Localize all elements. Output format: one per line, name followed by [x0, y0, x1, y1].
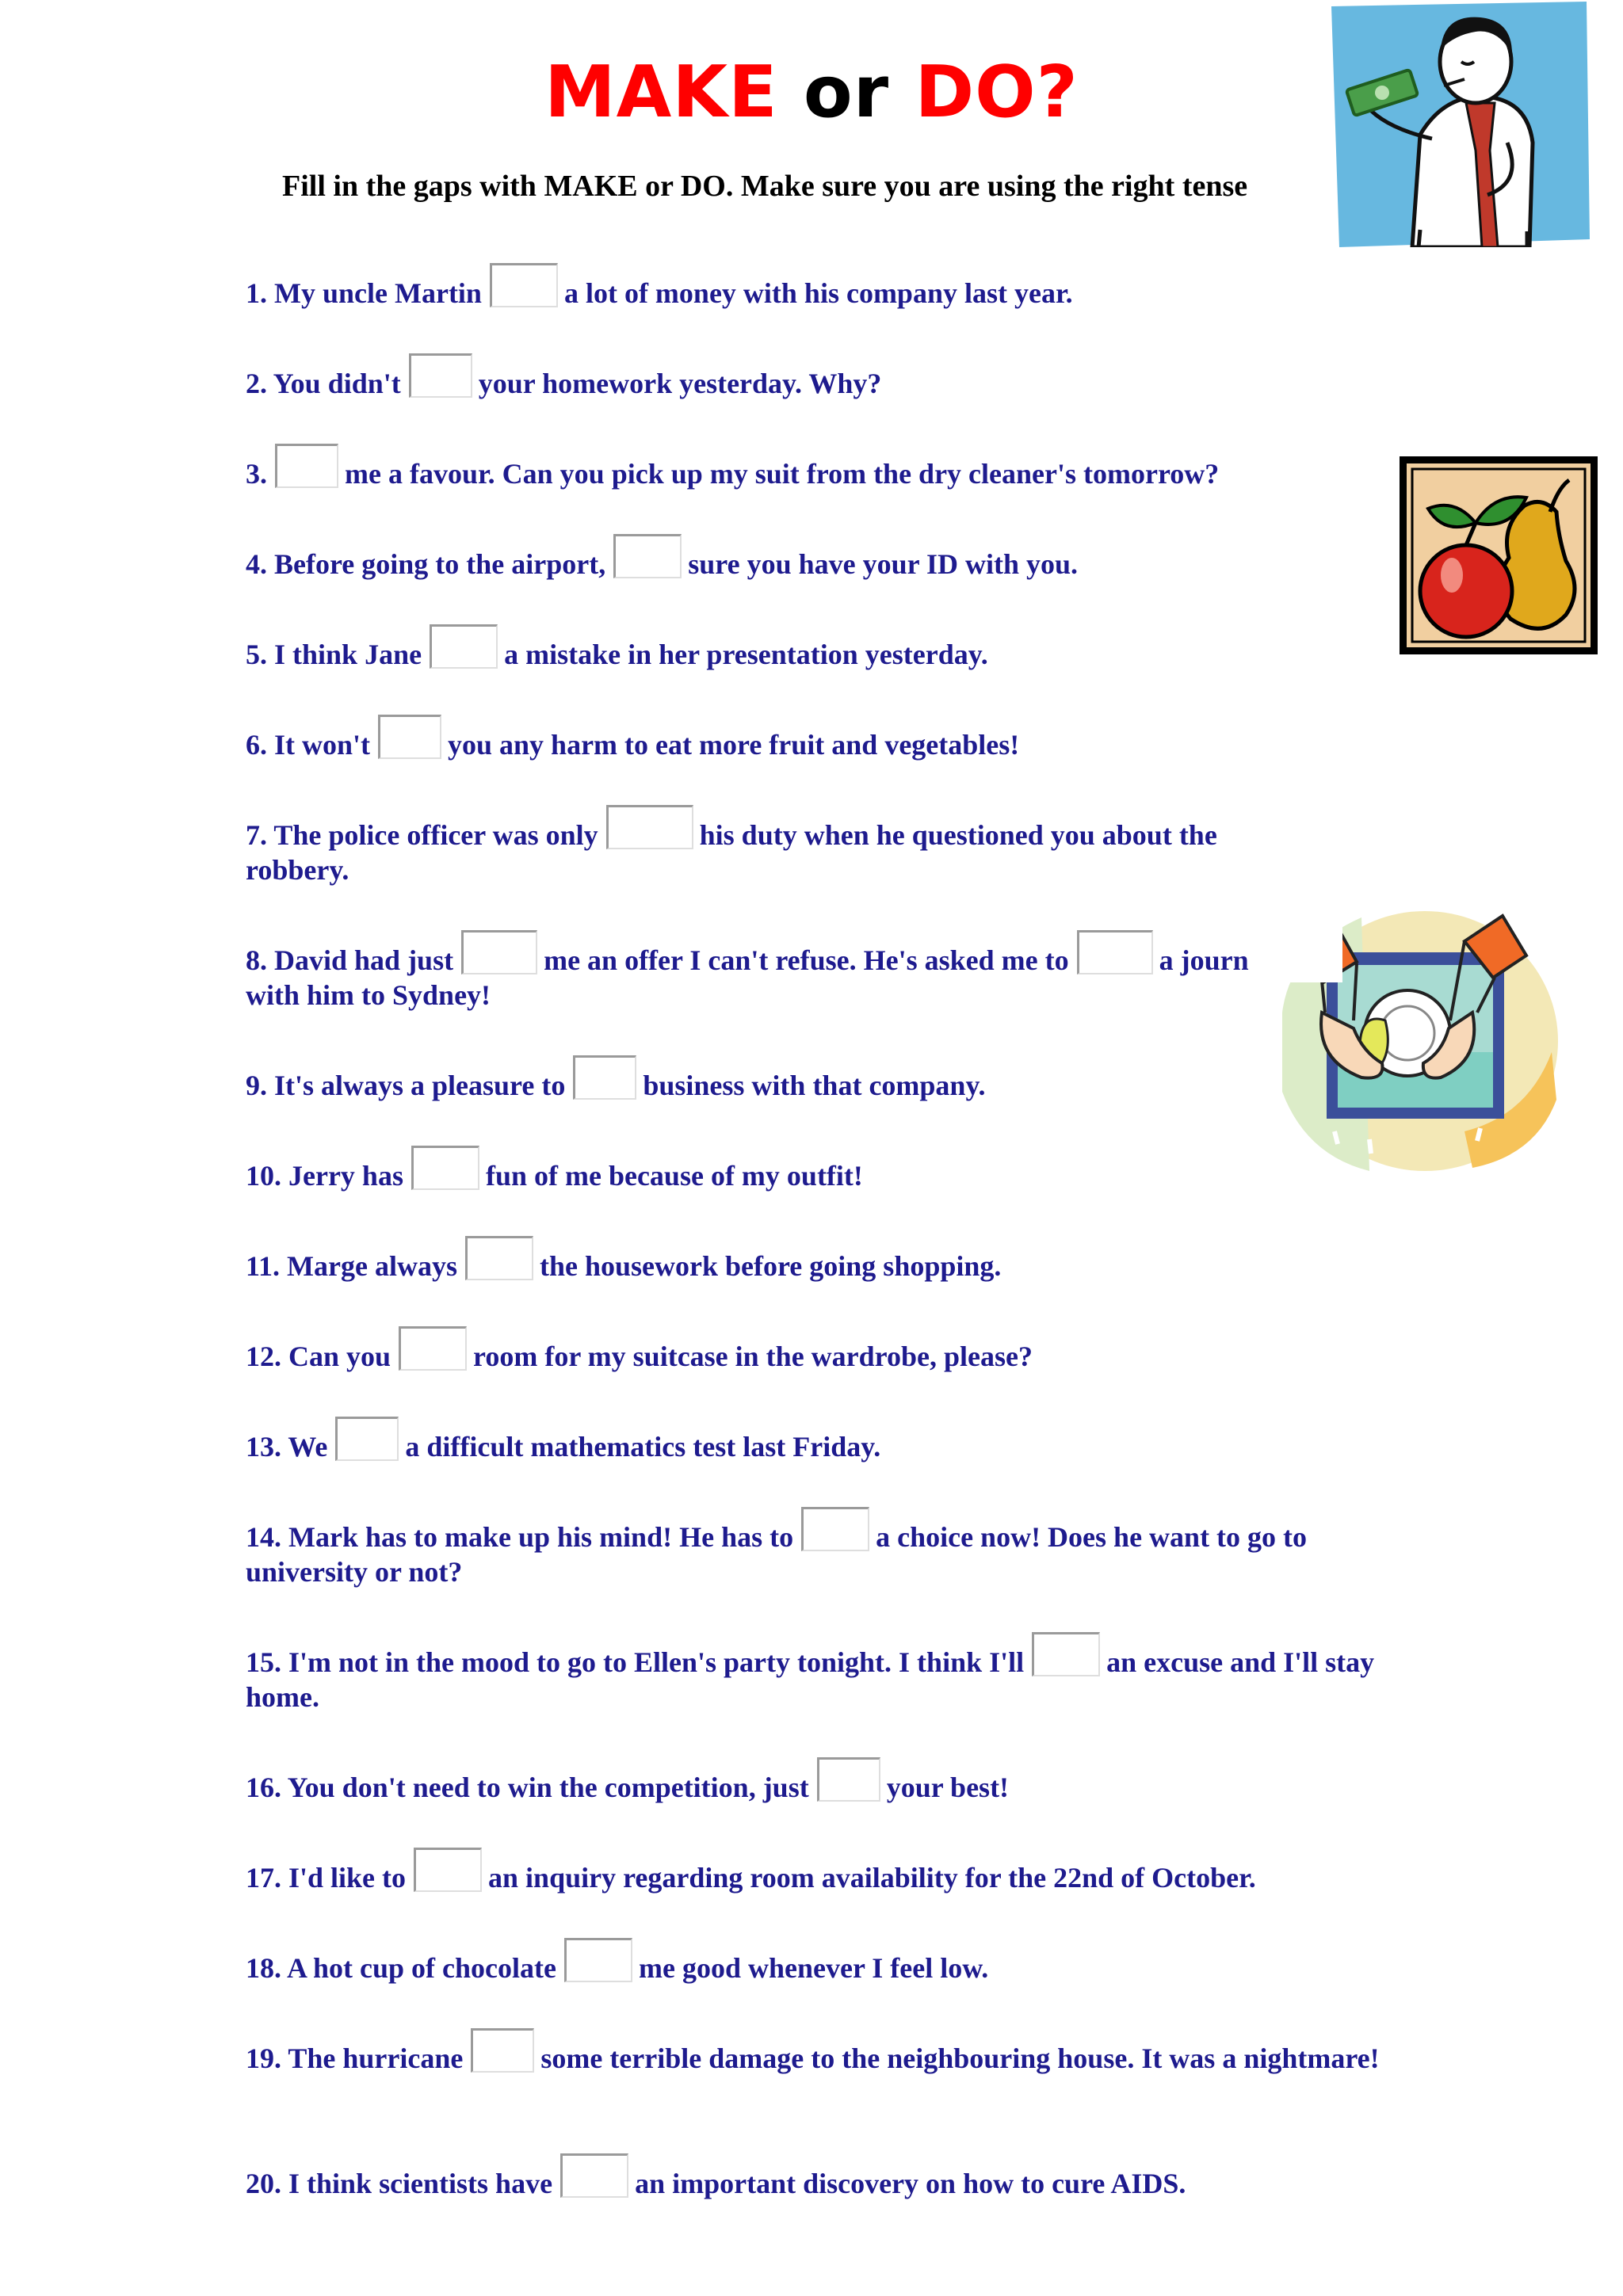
question-text-before: 14. Mark has to make up his mind! He has to — [246, 1521, 794, 1553]
apple-and-pear-icon — [1400, 456, 1598, 654]
question-text-before: 18. A hot cup of chocolate — [246, 1952, 556, 1984]
question-text-before: 11. Marge always — [246, 1250, 457, 1282]
question-text-after: fun of me because of my outfit! — [485, 1160, 863, 1192]
answer-gap-12[interactable] — [399, 1326, 467, 1371]
question-17 — [246, 1848, 1387, 1895]
question-text-before: 15. I'm not in the mood to go to Ellen's party tonight. I think I'll — [246, 1646, 1025, 1678]
question-text-before: 12. Can you — [246, 1341, 391, 1372]
question-text-before: 17. I'd like to — [246, 1862, 407, 1894]
question-4 — [246, 534, 1387, 582]
question-text-before: 7. The police officer was only — [246, 819, 598, 851]
question-1 — [246, 263, 1387, 311]
answer-gap-10[interactable] — [411, 1146, 479, 1190]
answer-gap-5[interactable] — [430, 624, 498, 669]
question-text-before: 16. You don't need to win the competition, just — [246, 1772, 809, 1803]
question-text-before: 3. — [246, 458, 267, 490]
question-text-after: room for my suitcase in the wardrobe, please? — [473, 1341, 1033, 1372]
title-make: MAKE — [544, 51, 778, 134]
answer-gap-3[interactable] — [275, 444, 338, 488]
question-text-before: 2. You didn't — [246, 368, 401, 399]
question-text-after: the housework before going shopping. — [539, 1250, 1002, 1282]
question-7 — [246, 805, 1276, 887]
answer-gap-4[interactable] — [613, 534, 682, 578]
question-11 — [246, 1236, 1387, 1283]
question-text-after: me a favour. Can you pick up my suit from the dry cleaner's tomorrow? — [345, 458, 1220, 490]
answer-gap-7[interactable] — [606, 805, 693, 849]
question-16 — [246, 1757, 1387, 1805]
question-text-after: a lot of money with his company last year. — [563, 277, 1073, 309]
question-8 — [246, 930, 1387, 1013]
businessman-eating-money-icon — [1325, 0, 1591, 247]
question-text-after: a choice now! Does he want to go to university or not? — [246, 1521, 1308, 1588]
question-text-before: 19. The hurricane — [246, 2042, 464, 2074]
instructions: Fill in the gaps with MAKE or DO. Make sure you are using the right tense — [282, 170, 1248, 203]
question-6 — [246, 715, 1387, 762]
answer-gap-9[interactable] — [573, 1055, 636, 1100]
question-3 — [246, 444, 1387, 491]
answer-gap-17[interactable] — [414, 1848, 482, 1892]
question-10 — [246, 1146, 1387, 1193]
question-text-after: your best! — [886, 1772, 1010, 1803]
title-do: DO? — [915, 51, 1079, 134]
question-text-after: a difficult mathematics test last Friday. — [405, 1431, 881, 1463]
question-text-before: 8. David had just — [246, 944, 454, 976]
question-15 — [246, 1632, 1387, 1714]
question-text-after: his duty when he questioned you about the robbery. — [246, 819, 1217, 886]
question-text-before: 1. My uncle Martin — [246, 277, 482, 309]
question-text-before: 5. I think Jane — [246, 639, 422, 670]
answer-gap-11[interactable] — [465, 1236, 533, 1280]
question-2 — [246, 353, 1387, 401]
question-text-before: 9. It's always a pleasure to — [246, 1070, 566, 1101]
question-text-after: me good whenever I feel low. — [639, 1952, 989, 1984]
question-text-after: a mistake in her presentation yesterday. — [504, 639, 988, 670]
question-text-before: 20. I think scientists have — [246, 2168, 553, 2199]
question-text-after: an inquiry regarding room availability for the 22nd of October. — [488, 1862, 1256, 1894]
question-text-before: 13. We — [246, 1431, 328, 1463]
question-text-after: business with that company. — [643, 1070, 986, 1101]
answer-gap-8a[interactable] — [461, 930, 537, 974]
title-or: or — [803, 51, 890, 134]
answer-gap-15[interactable] — [1032, 1632, 1100, 1676]
question-text-after: an important discovery on how to cure AIDS. — [635, 2168, 1186, 2199]
question-9 — [246, 1055, 1387, 1103]
answer-gap-16[interactable] — [817, 1757, 880, 1802]
question-18 — [246, 1938, 1387, 1985]
answer-gap-20[interactable] — [560, 2153, 628, 2198]
answer-gap-18[interactable] — [564, 1938, 632, 1982]
question-text-after-line2: with him to Sydney! — [246, 979, 491, 1011]
question-text-before: 6. It won't — [246, 729, 371, 761]
question-text-after: sure you have your ID with you. — [688, 548, 1079, 580]
answer-gap-13[interactable] — [335, 1417, 399, 1461]
question-text-before: 10. Jerry has — [246, 1160, 403, 1192]
answer-gap-14[interactable] — [801, 1507, 869, 1551]
question-text-after: you any harm to eat more fruit and vegetables! — [448, 729, 1020, 761]
question-text-before: 4. Before going to the airport, — [246, 548, 606, 580]
question-text-after: a journ — [1159, 944, 1249, 976]
question-text-after: an excuse and I'll stay home. — [246, 1646, 1375, 1713]
question-text-after: some terrible damage to the neighbouring house. It was a nightmare! — [540, 2042, 1380, 2074]
answer-gap-19[interactable] — [471, 2028, 534, 2073]
question-20 — [246, 2153, 1387, 2201]
answer-gap-8b[interactable] — [1077, 930, 1153, 974]
question-text-after: your homework yesterday. Why? — [478, 368, 882, 399]
answer-gap-1[interactable] — [490, 263, 558, 307]
question-19 — [246, 2028, 1387, 2076]
image-overlap-mask — [1279, 903, 1342, 982]
question-13 — [246, 1417, 1387, 1464]
question-text-middle: me an offer I can't refuse. He's asked me to — [544, 944, 1069, 976]
answer-gap-6[interactable] — [378, 715, 441, 759]
question-5 — [246, 624, 1387, 672]
answer-gap-2[interactable] — [409, 353, 472, 398]
question-12 — [246, 1326, 1387, 1374]
question-14 — [246, 1507, 1387, 1589]
